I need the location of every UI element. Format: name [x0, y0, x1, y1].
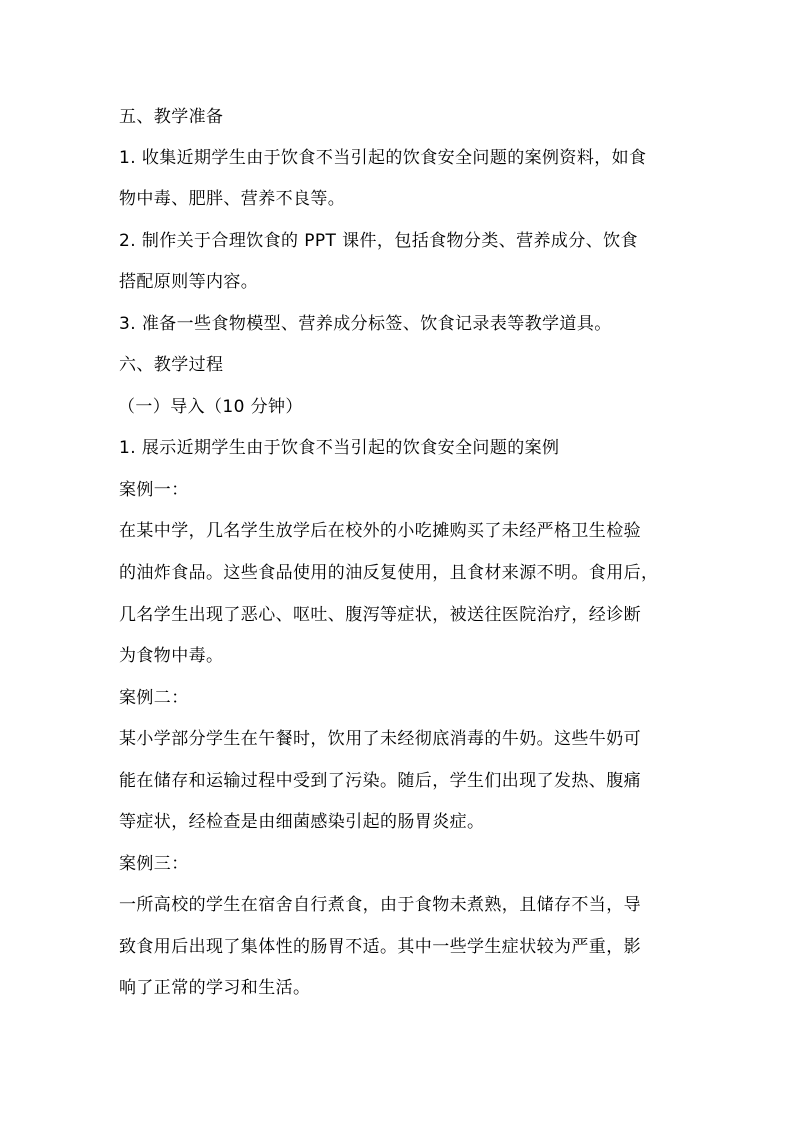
preparation-item-2: 2. 制作关于合理饮食的 PPT 课件，包括食物分类、营养成分、饮食 — [119, 231, 638, 251]
case-3-heading: 案例三： — [119, 854, 189, 874]
case-1-text-line-1: 在某中学，几名学生放学后在校外的小吃摊购买了未经严格卫生检验 — [119, 521, 641, 541]
section-heading-teaching-process: 六、教学过程 — [119, 355, 224, 375]
case-3-text-line-2: 致食用后出现了集体性的肠胃不适。其中一些学生症状较为严重，影 — [119, 937, 641, 957]
case-2-heading: 案例二： — [119, 688, 189, 708]
case-2-text-line-1: 某小学部分学生在午餐时，饮用了未经彻底消毒的牛奶。这些牛奶可 — [119, 729, 641, 749]
case-3-text-line-3: 响了正常的学习和生活。 — [119, 978, 311, 998]
case-2-text-line-3: 等症状，经检查是由细菌感染引起的肠胃炎症。 — [119, 812, 485, 832]
preparation-item-1-continued: 物中毒、肥胖、营养不良等。 — [119, 189, 346, 209]
subsection-heading-introduction: （一）导入（10 分钟） — [118, 397, 303, 417]
case-2-text-line-2: 能在储存和运输过程中受到了污染。随后，学生们出现了发热、腹痛 — [119, 771, 641, 791]
preparation-item-2-continued: 搭配原则等内容。 — [119, 272, 259, 292]
introduction-step-1: 1. 展示近期学生由于饮食不当引起的饮食安全问题的案例 — [119, 438, 560, 458]
case-3-text-line-1: 一所高校的学生在宿舍自行煮食，由于食物未煮熟，且储存不当，导 — [119, 895, 641, 915]
section-heading-teaching-preparation: 五、教学准备 — [119, 107, 224, 127]
case-1-text-line-4: 为食物中毒。 — [119, 646, 224, 666]
preparation-item-1: 1. 收集近期学生由于饮食不当引起的饮食安全问题的案例资料，如食 — [119, 148, 647, 168]
case-1-text-line-3: 几名学生出现了恶心、呕吐、腹泻等症状，被送往医院治疗，经诊断 — [119, 605, 641, 625]
case-1-heading: 案例一： — [119, 480, 189, 500]
preparation-item-3: 3. 准备一些食物模型、营养成分标签、饮食记录表等教学道具。 — [119, 314, 612, 334]
case-1-text-line-2: 的油炸食品。这些食品使用的油反复使用，且食材来源不明。食用后， — [119, 563, 659, 583]
